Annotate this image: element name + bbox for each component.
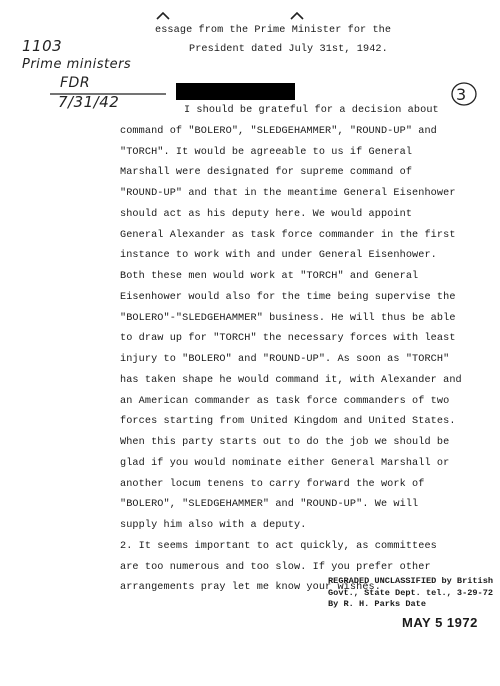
handwritten-fdr: FDR xyxy=(60,75,91,91)
body-line: Marshall were designated for supreme command of xyxy=(120,167,413,179)
body-line: instance to work with and under General Eisenhower. xyxy=(120,250,437,262)
body-line: Eisenhower would also for the time being supervise the xyxy=(120,291,456,303)
header-line-2: President dated July 31st, 1942. xyxy=(189,44,388,55)
header-line-1: essage from the Prime Minister for the xyxy=(155,25,392,36)
underline-mark xyxy=(50,92,168,96)
body-line: When this party starts out to do the job we should be xyxy=(120,437,450,448)
stamp-line-3: By R. H. Parks Date xyxy=(328,599,426,609)
body-line: Both these men would work at "TORCH" and General xyxy=(120,271,419,282)
circle-mark-icon xyxy=(449,80,479,108)
body-line: injury to "BOLERO" and "ROUND-UP". As soon as "TORCH" xyxy=(120,354,450,365)
declassification-stamp xyxy=(328,576,493,611)
body-line: General Alexander as task force commander in the first xyxy=(120,229,456,241)
handwritten-number: 1103 xyxy=(22,37,63,55)
body-line: should act as his deputy here. We would appoint xyxy=(120,208,413,220)
body-line: "BOLERO"-"SLEDGEHAMMER" business. He will thus be able xyxy=(120,312,456,324)
page-number-mark: 3 xyxy=(456,85,467,104)
stamp-date: MAY 5 1972 xyxy=(402,615,478,630)
handwritten-prime-ministers: Prime ministers xyxy=(22,57,132,72)
body-line: are too numerous and too slow. If you prefer other xyxy=(120,561,431,573)
handwritten-date: 7/31/42 xyxy=(58,93,120,111)
body-line: glad if you would nominate either General Marshall or xyxy=(120,457,450,469)
caret-mark-icon xyxy=(156,12,170,20)
stamp-line-2: Govt., State Dept. tel., 3-29-72 xyxy=(328,587,494,598)
caret-mark-icon xyxy=(290,12,304,20)
body-line: has taken shape he would command it, with Alexander and xyxy=(120,374,462,386)
stamp-line-1: REGRADED UNCLASSIFIED by British xyxy=(328,576,494,586)
body-line: supply him also with a deputy. xyxy=(120,520,307,531)
redaction-bar xyxy=(176,83,295,100)
body-line: "TORCH". It would be agreeable to us if General xyxy=(120,146,413,158)
body-line: 2. It seems important to act quickly, as committees xyxy=(120,540,437,552)
body-line: command of "BOLERO", "SLEDGEHAMMER", "ROUND-UP" and xyxy=(120,125,437,137)
body-line: another locum tenens to carry forward the work of xyxy=(120,478,425,490)
body-line: I should be grateful for a decision about xyxy=(184,105,439,116)
body-line: forces starting from United Kingdom and United States. xyxy=(120,416,456,428)
body-line: to draw up for "TORCH" the necessary forces with least xyxy=(120,333,456,345)
body-line: "ROUND-UP" and that in the meantime General Eisenhower xyxy=(120,188,456,199)
body-line: an American commander as task force commanders of two xyxy=(120,395,450,407)
body-line: arrangements pray let me know your wishes. xyxy=(120,582,381,594)
body-line: "BOLERO", "SLEDGEHAMMER" and "ROUND-UP". We will xyxy=(120,499,419,511)
